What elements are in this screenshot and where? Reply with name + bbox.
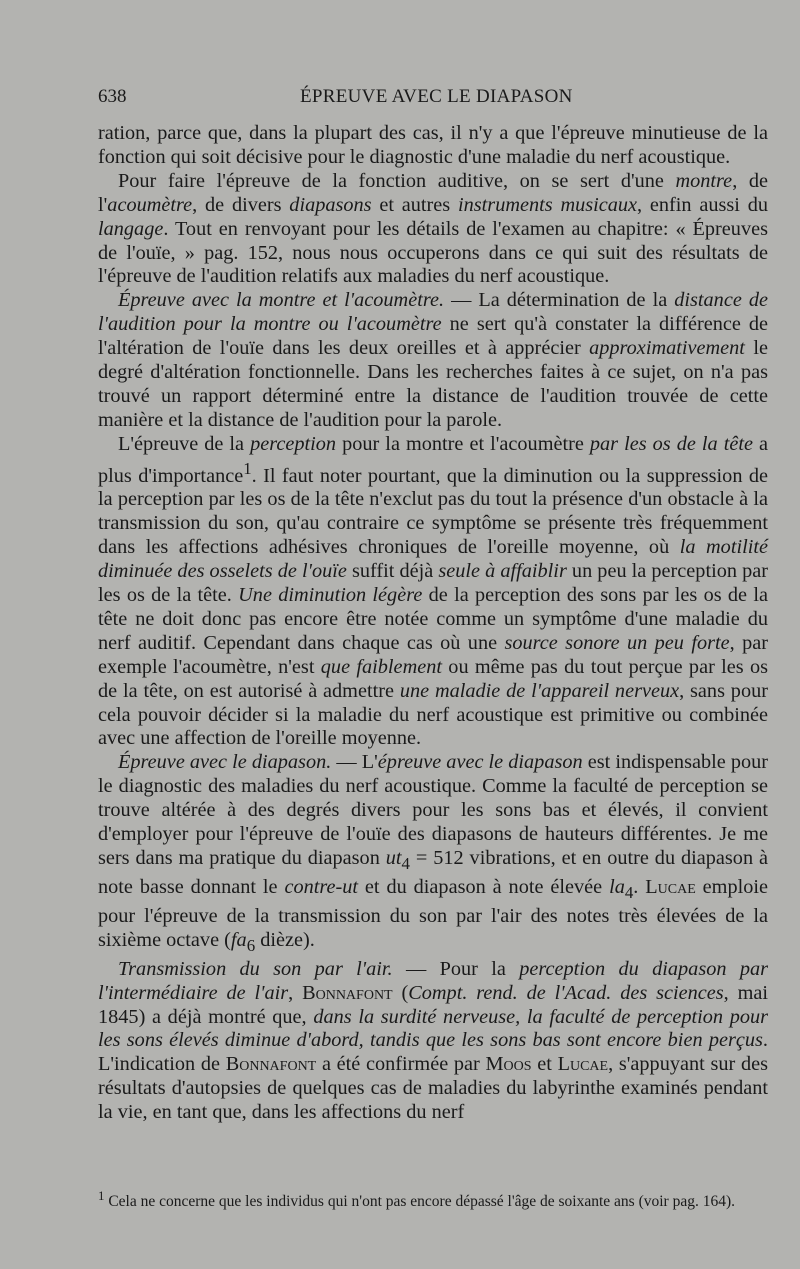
- body-text: [98, 122, 768, 1125]
- paragraph-watch-acoumeter: Épreuve avec la montre et l'acoumètre. — La détermination de la distance de l'audition pour la montre ou l'acoumètre ne sert qu'à constater la différence de l'altération de l'ouïe dans les deux oreilles et à apprécier approximativement le degré d'altération fonctionnelle. Dans les recherches faites à ce sujet, on n'a pas trouvé un rapport déterminé entre la distance de l'audition trouvée de cette manière et la distance de l'audition pour la parole.: [98, 289, 769, 431]
- paragraph-air-transmission: Transmission du son par l'air. — Pour la perception du diapason par l'intermédiaire de l'air, Bonnafont (Compt. rend. de l'Acad. des sciences, mai 1845) a déjà montré que, dans la surdité nerveuse, la faculté de perception pour les sons élevés diminue d'abord, tandis que les sons bas sont encore bien perçus. L'indication de Bonnafont a été confirmée par Moos et Lucae, s'appuyant sur des résultats d'autopsies de quelques cas de maladies du labyrinthe examinés pendant la vie, en tant que, dans les affections du nerf: [98, 957, 769, 1124]
- author-name: Bonnafont: [302, 981, 393, 1004]
- running-title: ÉPREUVE AVEC LE DIAPASON: [300, 86, 573, 107]
- author-name: Bonnafont: [225, 1053, 317, 1076]
- paragraph-bone-perception: L'épreuve de la perception pour la montre et l'acoumètre par les os de la tête a plus d'importance$^1$. Il faut noter pourtant, que la diminution ou la suppression de la perception par les os de la tête n'exclut pas du tout la présence d'un obstacle à la transmission du son, qu'au contraire ce symptôme se présente très fréquemment dans les affections adhésives chroniques de l'oreille moyenne, où la motilité diminuée des osselets de l'ouïe suffit déjà seule à affaiblir un peu la perception par les os de la tête. Une diminution légère de la perception des sons par les os de la tête ne doit donc pas encore être notée comme un symptôme d'une maladie du nerf auditif. Cependant dans chaque cas où une source sonore un peu forte, par exemple l'acoumètre, n'est que faiblement ou même pas du tout perçue par les os de la tête, on est autorisé à admettre une maladie de l'appareil nerveux, sans pour cela pouvoir décider si la maladie du nerf acoustique est primitive ou combinée avec une affection de l'oreille moyenne.: [98, 432, 769, 750]
- footnote: [98, 1185, 768, 1213]
- running-header: [98, 86, 768, 114]
- section-heading: Transmission du son par l'air.: [118, 957, 393, 980]
- page-number: 638: [98, 86, 127, 107]
- paragraph-tuning-fork: Épreuve avec le diapason. — L'épreuve avec le diapason est indispensable pour le diagnostic des maladies du nerf acoustique. Comme la faculté de perception se trouve altérée à des degrés divers pour les sons bas et élevés, il convient d'employer pour l'épreuve de l'ouïe des diapasons de hauteurs différentes. Je me sers dans ma pratique du diapason $ut_4 = 512$ vibrations, et en outre du diapason à note basse donnant le contre-ut et du diapason à note élevée $la_4$. Lucae emploie pour l'épreuve de la transmission du son par l'air des notes très élevées de la sixième octave ($fa_6$ dièze).: [98, 751, 769, 955]
- footnote-text: Cela ne concerne que les individus qui n'ont pas encore dépassé l'âge de soixante ans (voir pag. 164).: [104, 1193, 736, 1211]
- author-name: Lucae: [645, 875, 696, 898]
- paragraph-continuation: ration, parce que, dans la plupart des cas, il n'y a que l'épreuve minutieuse de la fonction qui soit décisive pour le diagnostic d'une maladie du nerf acoustique.: [98, 122, 768, 168]
- section-heading: Épreuve avec le diapason.: [118, 751, 332, 774]
- footnote-marker: 1: [98, 1188, 105, 1203]
- footnote-reference: 1: [243, 458, 252, 478]
- paragraph-tests-intro: Pour faire l'épreuve de la fonction auditive, on se sert d'une montre, de l'acoumètre, de divers diapasons et autres instruments musicaux, enfin aussi du langage. Tout en renvoyant pour les détails de l'examen au chapitre: « Épreuves de l'ouïe, » pag. 152, nous nous occuperons dans ce qui suit des résultats de l'épreuve de l'audition relatifs aux maladies du nerf acoustique.: [98, 169, 768, 288]
- author-name: Moos: [485, 1053, 532, 1076]
- section-heading: Épreuve avec la montre et l'acoumètre.: [118, 289, 445, 312]
- author-name: Lucae: [557, 1053, 609, 1076]
